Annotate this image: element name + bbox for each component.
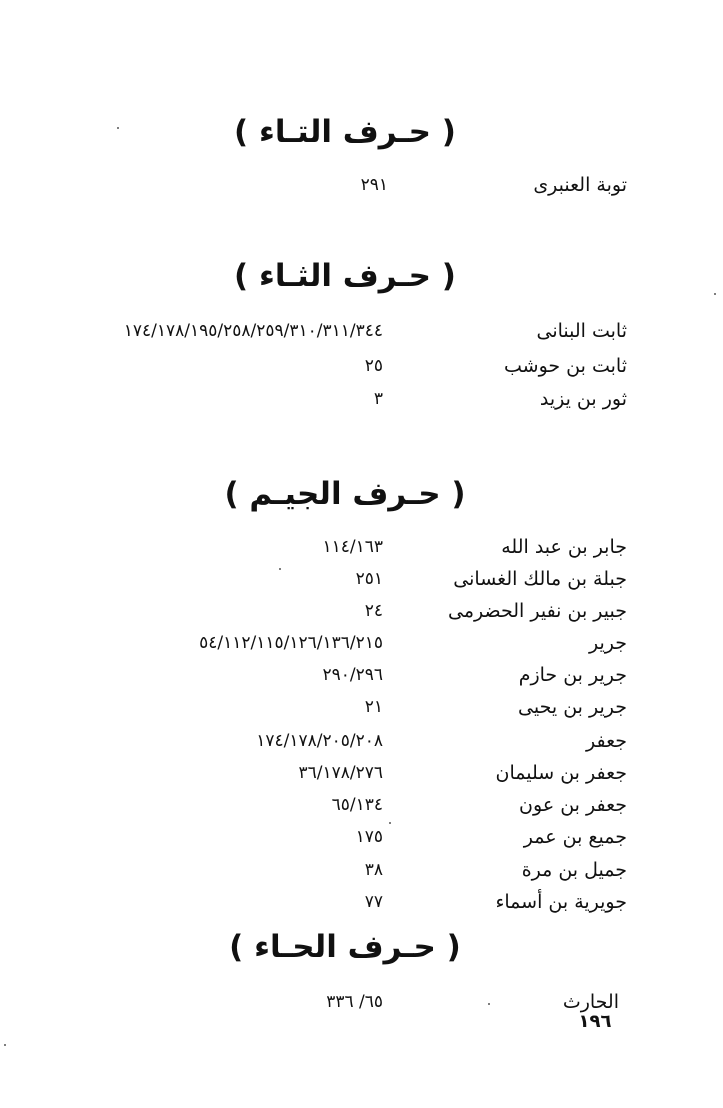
- index-entry: [0, 822, 723, 852]
- entry-name: ثابت بن حوشب: [504, 355, 627, 377]
- entry-pages: ٧٧: [364, 892, 383, 912]
- index-entry: [0, 628, 723, 658]
- index-entry: [0, 596, 723, 626]
- entry-name: جويرية بن أسماء: [495, 891, 627, 913]
- entry-pages: ١٧٤/١٧٨/٢٠٥/٢٠٨: [256, 731, 383, 751]
- entry-pages: ١٧٤/١٧٨/١٩٥/٢٥٨/٢٥٩/٣١٠/٣١١/٣٤٤: [123, 321, 383, 341]
- entry-name: جرير بن حازم: [518, 664, 627, 686]
- entry-pages: ٢١: [364, 697, 383, 717]
- index-entry: [0, 692, 723, 722]
- entry-name: جابر بن عبد الله: [501, 536, 627, 558]
- entry-pages: ٦٥/١٣٤: [331, 795, 383, 815]
- entry-name: جبلة بن مالك الغسانى: [453, 568, 627, 590]
- index-entry: [0, 726, 723, 756]
- section-heading-ta: ( حـرف التـاء ): [234, 114, 456, 150]
- entry-name: توبة العنبرى: [533, 174, 627, 196]
- entry-pages: ١١٤/١٦٣: [322, 537, 383, 557]
- entry-name: ثابت البنانى: [536, 320, 627, 342]
- entry-name: جرير: [589, 632, 627, 654]
- scan-speck: [4, 1044, 6, 1046]
- entry-pages: ١٧٥: [355, 827, 383, 847]
- page-number: ١٩٦: [578, 1011, 612, 1032]
- scan-speck: [389, 822, 391, 824]
- entry-name: جميل بن مرة: [521, 859, 627, 881]
- entry-pages: ٣٨: [364, 860, 383, 880]
- scan-speck: [279, 568, 281, 570]
- entry-pages: ٢٩١: [360, 175, 388, 195]
- entry-name: جبير بن نفير الحضرمى: [448, 600, 627, 622]
- index-entry: [0, 790, 723, 820]
- entry-name: جعفر بن عون: [519, 794, 627, 816]
- entry-name: ثور بن يزيد: [539, 388, 627, 410]
- index-entry: [0, 170, 723, 200]
- scan-speck: [117, 127, 119, 129]
- entry-pages: ٢٩٠/٢٩٦: [322, 665, 383, 685]
- entry-pages: ٢٥: [364, 356, 383, 376]
- index-entry: [0, 758, 723, 788]
- entry-pages: ٣: [373, 389, 383, 409]
- section-heading-ha: ( حـرف الحـاء ): [229, 929, 461, 965]
- entry-name: جرير بن يحيى: [518, 696, 627, 718]
- index-entry: [0, 855, 723, 885]
- entry-pages: ٦٥/ ٣٣٦: [326, 992, 383, 1012]
- entry-pages: ٢٤: [364, 601, 383, 621]
- index-entry: [0, 351, 723, 381]
- entry-pages: ٣٦/١٧٨/٢٧٦: [298, 763, 383, 783]
- section-heading-jim: ( حـرف الجيـم ): [224, 476, 466, 512]
- scan-speck: [714, 293, 716, 295]
- entry-name: الحارث: [562, 991, 619, 1013]
- index-entry: [0, 887, 723, 917]
- entry-name: جعفر بن سليمان: [495, 762, 627, 784]
- section-heading-tha: ( حـرف الثـاء ): [234, 258, 456, 294]
- index-entry: [0, 316, 723, 346]
- index-entry: [0, 384, 723, 414]
- index-entry: [0, 564, 723, 594]
- index-entry: [0, 532, 723, 562]
- entry-name: جميع بن عمر: [523, 826, 627, 848]
- index-entry: [0, 660, 723, 690]
- entry-pages: ٢٥١: [355, 569, 383, 589]
- entry-name: جعفر: [585, 730, 627, 752]
- scan-speck: [488, 1003, 490, 1005]
- entry-pages: ٥٤/١١٢/١١٥/١٢٦/١٣٦/٢١٥: [199, 633, 383, 653]
